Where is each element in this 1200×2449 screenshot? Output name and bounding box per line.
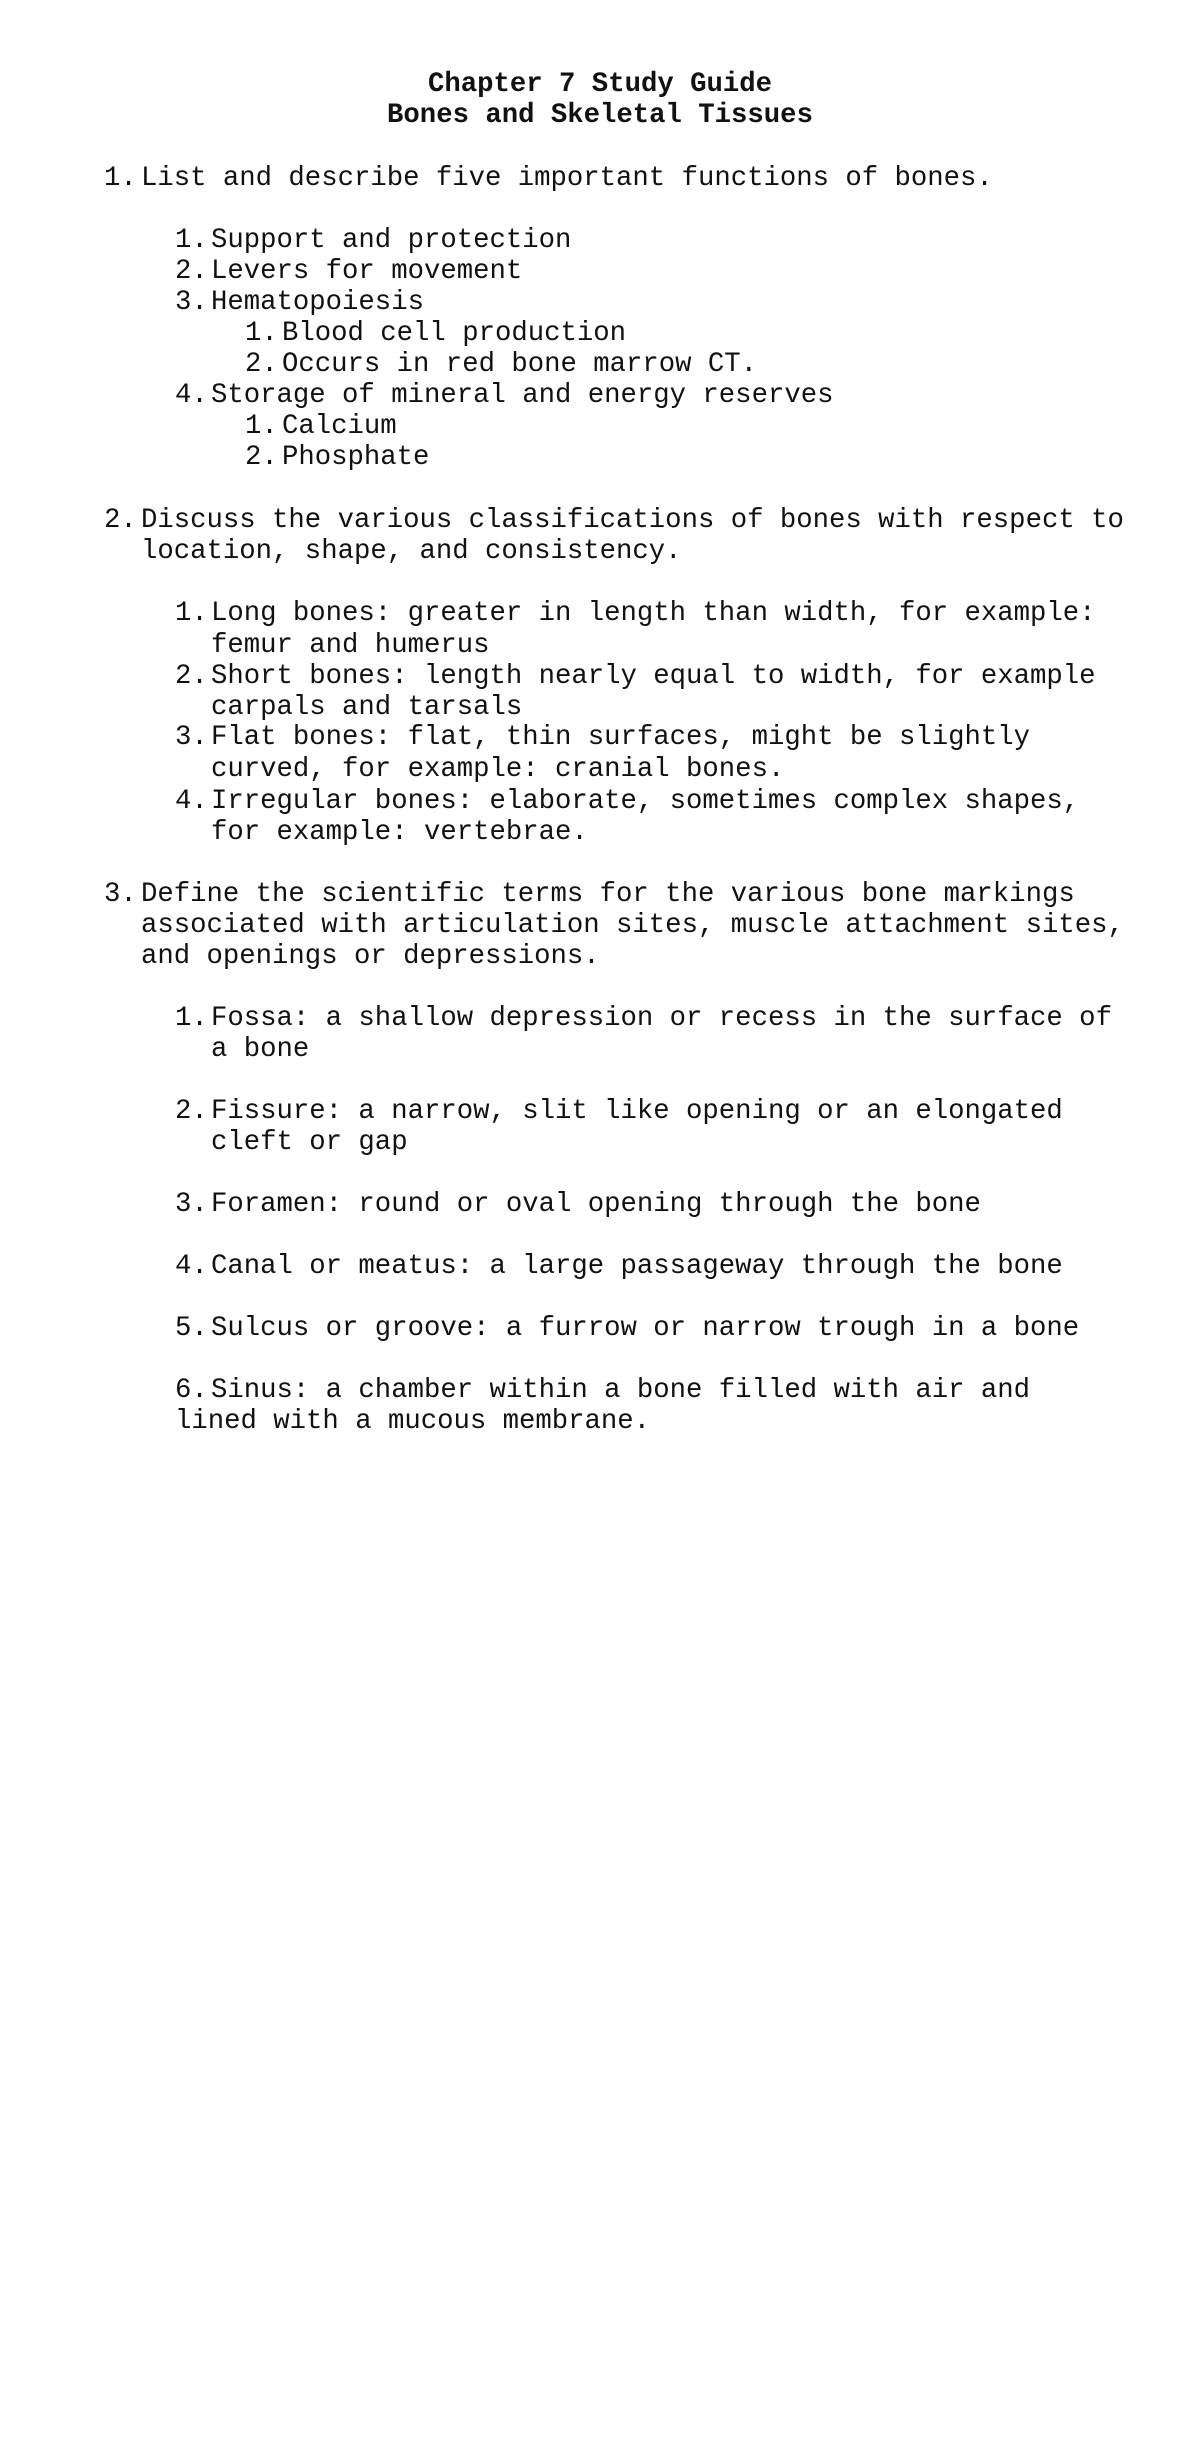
answer-text: Storage of mineral and energy reserves [211, 380, 834, 411]
answer-text: a bone [211, 1034, 310, 1065]
answer-text: for example: vertebrae. [211, 817, 588, 848]
question-number: 2. [104, 505, 137, 536]
question-text: associated with articulation sites, muscle attachment sites, [141, 910, 1124, 941]
sub-answer-text: Phosphate [282, 442, 430, 473]
sub-answer-number: 1. [245, 318, 278, 349]
answer-number: 2. [175, 1096, 208, 1127]
answer-text: Long bones: greater in length than width, for example: [211, 598, 1096, 629]
answer-text: Fissure: a narrow, slit like opening or an elongated [211, 1096, 1063, 1127]
answer-number: 4. [175, 1251, 208, 1282]
answer-number: 2. [175, 661, 208, 692]
answer-number: 1. [175, 225, 208, 256]
answer-number: 6. [175, 1375, 208, 1406]
answer-text: Levers for movement [211, 256, 523, 287]
answer-number: 5. [175, 1313, 208, 1344]
page-title: Chapter 7 Study Guide [428, 69, 772, 100]
question-text: Discuss the various classifications of bones with respect to [141, 505, 1124, 536]
question-number: 3. [104, 879, 137, 910]
answer-text: Canal or meatus: a large passageway through the bone [211, 1251, 1063, 1282]
page-subtitle: Bones and Skeletal Tissues [387, 100, 813, 131]
answer-text: carpals and tarsals [211, 692, 523, 723]
answer-text: Fossa: a shallow depression or recess in the surface of [211, 1003, 1112, 1034]
answer-text: lined with a mucous membrane. [175, 1406, 651, 1437]
answer-text: Foramen: round or oval opening through the bone [211, 1189, 981, 1220]
answer-number: 1. [175, 598, 208, 629]
question-number: 1. [104, 163, 137, 194]
answer-text: cleft or gap [211, 1127, 408, 1158]
sub-answer-text: Calcium [282, 411, 397, 442]
answer-text: Short bones: length nearly equal to width, for example [211, 661, 1096, 692]
question-text: location, shape, and consistency. [141, 536, 682, 567]
sub-answer-number: 1. [245, 411, 278, 442]
answer-number: 2. [175, 256, 208, 287]
answer-text: Irregular bones: elaborate, sometimes complex shapes, [211, 786, 1080, 817]
answer-text: Sulcus or groove: a furrow or narrow trough in a bone [211, 1313, 1080, 1344]
answer-text: femur and humerus [211, 630, 490, 661]
sub-answer-text: Occurs in red bone marrow CT. [282, 349, 758, 380]
answer-number: 4. [175, 380, 208, 411]
answer-number: 3. [175, 722, 208, 753]
sub-answer-text: Blood cell production [282, 318, 626, 349]
answer-number: 4. [175, 786, 208, 817]
answer-text: Sinus: a chamber within a bone filled with air and [211, 1375, 1031, 1406]
answer-number: 3. [175, 287, 208, 318]
answer-text: Support and protection [211, 225, 572, 256]
answer-text: Flat bones: flat, thin surfaces, might be slightly [211, 722, 1031, 753]
answer-text: Hematopoiesis [211, 287, 424, 318]
answer-text: curved, for example: cranial bones. [211, 754, 785, 785]
question-text: and openings or depressions. [141, 941, 600, 972]
sub-answer-number: 2. [245, 442, 278, 473]
question-text: List and describe five important functions of bones. [141, 163, 993, 194]
answer-number: 1. [175, 1003, 208, 1034]
answer-number: 3. [175, 1189, 208, 1220]
sub-answer-number: 2. [245, 349, 278, 380]
question-text: Define the scientific terms for the various bone markings [141, 879, 1075, 910]
